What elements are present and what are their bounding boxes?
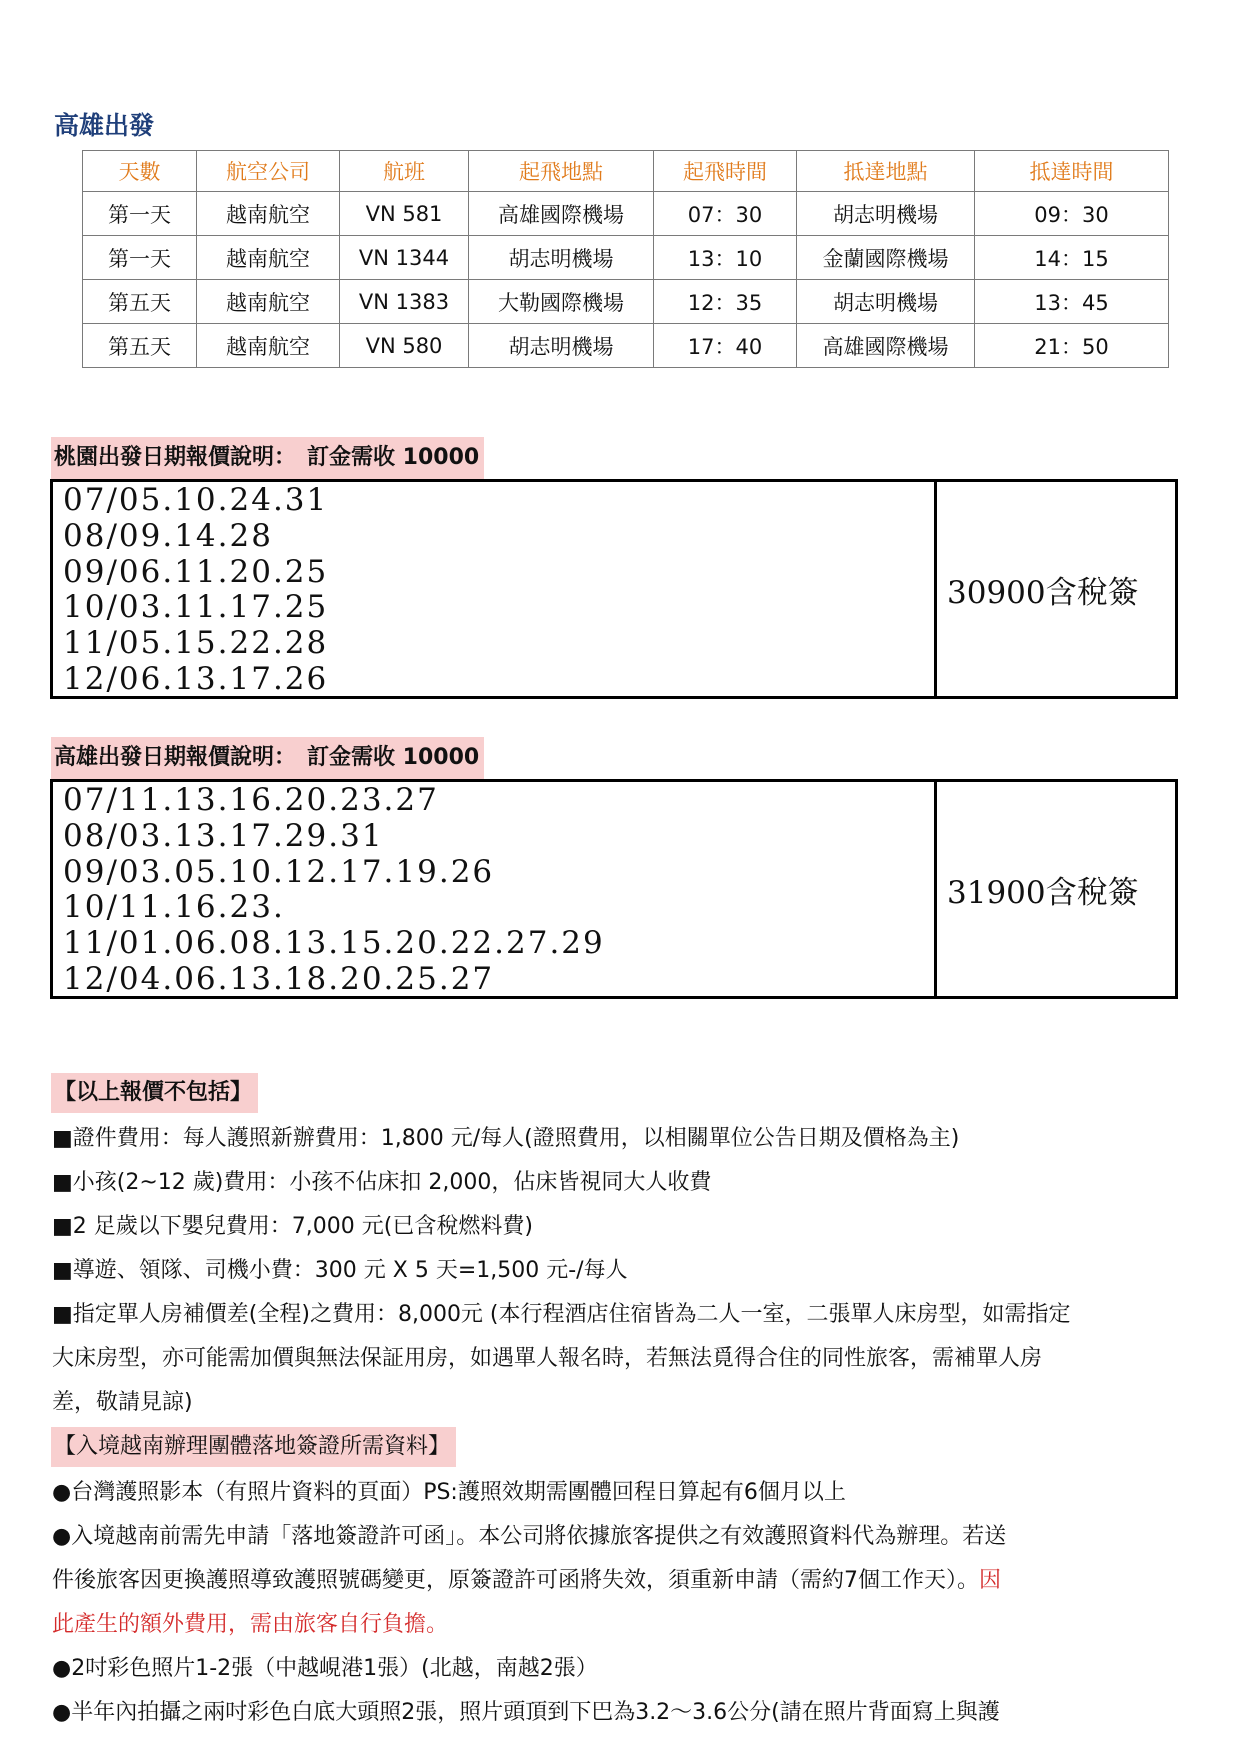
cell-depart-place: 高雄國際機場 — [469, 192, 654, 236]
cell-depart-place: 胡志明機場 — [469, 324, 654, 368]
taoyuan-date-list — [53, 482, 937, 696]
col-day: 天數 — [83, 151, 197, 192]
cell-depart-place: 大勒國際機場 — [469, 280, 654, 324]
cell-flight: VN 581 — [340, 192, 469, 236]
excluded-line: 差，敬請見諒) — [52, 1390, 193, 1415]
table-header-row — [83, 151, 1169, 192]
excluded-heading: 【以上報價不包括】 — [51, 1073, 258, 1113]
cell-day: 第五天 — [83, 324, 197, 368]
col-depart-place: 起飛地點 — [469, 151, 654, 192]
date-line: 07/05.10.24.31 — [63, 482, 329, 518]
date-line: 10/03.11.17.25 — [63, 589, 329, 626]
cell-day: 第五天 — [83, 280, 197, 324]
excluded-line: ■小孩(2~12 歲)費用：小孩不佔床扣 2,000，佔床皆視同大人收費 — [52, 1170, 712, 1195]
visa-line — [52, 1559, 1202, 1603]
visa-line: ●入境越南前需先申請「落地簽證許可函」。本公司將依據旅客提供之有效護照資料代為辦理。若送 — [52, 1524, 1007, 1549]
taoyuan-price: 30900含稅簽 — [947, 574, 1139, 611]
cell-depart-time: 12：35 — [654, 280, 797, 324]
excluded-line: ■證件費用：每人護照新辦費用：1,800 元/每人(證照費用，以相關單位公告日期及價格為主) — [52, 1126, 960, 1151]
cell-airline: 越南航空 — [197, 324, 340, 368]
cell-flight: VN 1383 — [340, 280, 469, 324]
excluded-line: ■指定單人房補價差(全程)之費用：8,000元 (本行程酒店住宿皆為二人一室，二張單人床房型，如需指定 — [52, 1302, 1071, 1327]
visa-line: ●半年內拍攝之兩吋彩色白底大頭照2張，照片頭頂到下巴為3.2～3.6公分(請在照片背面寫上與護 — [52, 1700, 1000, 1725]
col-arrive-place: 抵達地點 — [797, 151, 975, 192]
taoyuan-price-box — [50, 479, 1178, 699]
col-airline: 航空公司 — [197, 151, 340, 192]
cell-day: 第一天 — [83, 236, 197, 280]
cell-arrive-place: 高雄國際機場 — [797, 324, 975, 368]
section-title-kaohsiung: 高雄出發 — [54, 111, 155, 140]
visa-line-text: 件後旅客因更換護照導致護照號碼變更，原簽證許可函將失效，須重新申請（需約7個工作天）。 — [52, 1568, 980, 1593]
cell-arrive-time: 21：50 — [975, 324, 1169, 368]
cell-airline: 越南航空 — [197, 236, 340, 280]
col-flight: 航班 — [340, 151, 469, 192]
date-line: 11/05.15.22.28 — [63, 625, 329, 662]
date-line: 11/01.06.08.13.15.20.22.27.29 — [63, 925, 605, 962]
cell-day: 第一天 — [83, 192, 197, 236]
visa-line-warning: 因 — [979, 1568, 1002, 1593]
table-row — [83, 236, 1169, 280]
table-row — [83, 324, 1169, 368]
cell-depart-time: 13：10 — [654, 236, 797, 280]
cell-flight: VN 580 — [340, 324, 469, 368]
col-depart-time: 起飛時間 — [654, 151, 797, 192]
date-line: 12/04.06.13.18.20.25.27 — [63, 960, 495, 997]
cell-airline: 越南航空 — [197, 280, 340, 324]
cell-depart-time: 17：40 — [654, 324, 797, 368]
visa-warning-line: 此產生的額外費用，需由旅客自行負擔。 — [52, 1612, 449, 1637]
cell-arrive-time: 13：45 — [975, 280, 1169, 324]
date-line: 09/06.11.20.25 — [63, 553, 329, 590]
date-line: 07/11.13.16.20.23.27 — [63, 782, 439, 818]
date-line: 12/06.13.17.26 — [63, 660, 329, 697]
cell-arrive-time: 09：30 — [975, 192, 1169, 236]
taoyuan-price-heading: 桃園出發日期報價說明： 訂金需收 10000 — [51, 437, 484, 479]
date-line: 09/03.05.10.12.17.19.26 — [63, 853, 495, 890]
date-line: 08/03.13.17.29.31 — [63, 817, 384, 854]
col-arrive-time: 抵達時間 — [975, 151, 1169, 192]
excluded-line: ■2 足歲以下嬰兒費用：7,000 元(已含稅燃料費) — [52, 1214, 533, 1239]
cell-depart-time: 07：30 — [654, 192, 797, 236]
table-row — [83, 280, 1169, 324]
cell-airline: 越南航空 — [197, 192, 340, 236]
cell-arrive-time: 14：15 — [975, 236, 1169, 280]
cell-flight: VN 1344 — [340, 236, 469, 280]
kaohsiung-price-box — [50, 779, 1178, 999]
date-line: 10/11.16.23. — [63, 889, 285, 926]
excluded-line: 大床房型，亦可能需加價與無法保証用房，如遇單人報名時，若無法覓得合住的同性旅客，需補單人房 — [52, 1346, 1043, 1371]
flight-table — [82, 150, 1169, 368]
kaohsiung-price: 31900含稅簽 — [947, 874, 1139, 911]
table-row — [83, 192, 1169, 236]
cell-arrive-place: 胡志明機場 — [797, 192, 975, 236]
kaohsiung-price-heading: 高雄出發日期報價說明： 訂金需收 10000 — [51, 737, 484, 779]
visa-heading: 【入境越南辦理團體落地簽證所需資料】 — [51, 1427, 456, 1467]
excluded-line: ■導遊、領隊、司機小費：300 元 X 5 天=1,500 元-/每人 — [52, 1258, 628, 1283]
cell-depart-place: 胡志明機場 — [469, 236, 654, 280]
date-line: 08/09.14.28 — [63, 517, 273, 554]
visa-line: ●2吋彩色照片1-2張（中越峴港1張）(北越，南越2張） — [52, 1656, 598, 1681]
cell-arrive-place: 金蘭國際機場 — [797, 236, 975, 280]
cell-arrive-place: 胡志明機場 — [797, 280, 975, 324]
kaohsiung-date-list — [53, 782, 937, 996]
visa-line: ●台灣護照影本（有照片資料的頁面）PS:護照效期需團體回程日算起有6個月以上 — [52, 1480, 846, 1505]
